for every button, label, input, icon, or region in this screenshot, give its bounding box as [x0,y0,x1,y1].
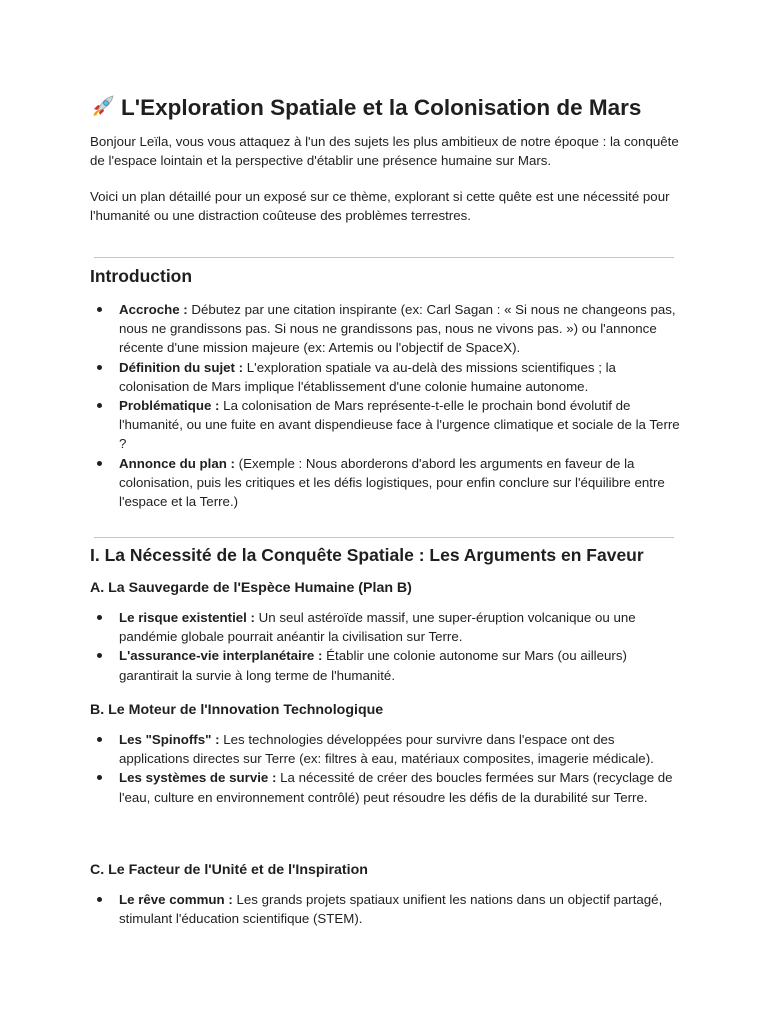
item-label: L'assurance-vie interplanétaire : [119,648,323,664]
subsection-heading: A. La Sauvegarde de l'Espèce Humaine (Plan B) [90,580,412,596]
bullet [97,461,102,466]
intro-paragraph: Voici un plan détaillé pour un exposé sur ce thème, explorant si cette quête est une nécessité pour l'humanité ou une distraction coûteuse des problèmes terrestres. [90,189,670,223]
list-item [94,608,684,646]
subsection-list [94,890,684,928]
item-text: La nécessité de créer des boucles fermées sur Mars (recyclage de l'eau, culture en environnement contrôlé) peut résoudre les défis de la durabilité sur Terre. [119,770,673,805]
item-text: L'exploration spatiale va au-delà des missions scientifiques ; la colonisation de Mars implique l'établissement d'une colonie humaine autonome. [119,359,616,394]
list-item [94,646,684,684]
item-label: Le rêve commun : [119,892,233,907]
section-heading-part1: I. La Nécessité de la Conquête Spatiale : Les Arguments en Faveur [90,545,644,565]
rocket-icon [90,93,116,119]
divider [94,257,674,258]
list-item [94,300,684,358]
subsection-heading: C. Le Facteur de l'Unité et de l'Inspiration [90,862,368,878]
list-item [94,454,684,512]
bullet [97,365,102,370]
divider [94,537,674,538]
subsection-list [94,730,684,807]
subsection-list [94,608,684,685]
section-heading-introduction: Introduction [90,266,193,286]
item-text: Débutez par une citation inspirante (ex: Carl Sagan : « Si nous ne changeons pas, nous ne grandissons pas. Si nous ne grandissons pas, nous ne vivons pas. ») ou l'annonce récente d'une mission majeure (ex: Artemis ou l'objectif de SpaceX). [119,302,676,356]
item-label: Annonce du plan : [119,455,235,471]
item-label: Définition du sujet : [119,359,244,375]
item-text: Les grands projets spatiaux unifient les nations dans un objectif partagé, stimulant l'éducation scientifique (STEM). [119,892,663,927]
list-item [94,396,684,454]
item-text: Les technologies développées pour survivre dans l'espace ont des applications directes sur Terre (ex: filtres à eau, matériaux composites, imagerie médicale). [119,732,654,767]
bullet [97,775,102,780]
item-label: Les "Spinoffs" : [119,732,220,747]
bullet [97,737,102,742]
item-label: Les systèmes de survie : [119,770,277,786]
bullet [97,897,102,902]
list-item [94,730,684,768]
list-item [94,358,684,396]
list-item [94,890,684,928]
title-text: L'Exploration Spatiale et la Colonisation de Mars [121,95,642,120]
item-label: Problématique : [119,398,220,414]
item-label: Accroche : [119,302,188,317]
item-text: La colonisation de Mars représente-t-elle le prochain bond évolutif de l'humanité, ou une fuite en avant dispendieuse face à l'urgence climatique et sociale de la Terre ? [119,398,680,452]
item-text: (Exemple : Nous aborderons d'abord les arguments en faveur de la colonisation, puis les critiques et les défis logistiques, pour enfin conclure sur l'équilibre entre l'espace et la Terre.) [119,455,665,510]
introduction-list [94,300,684,511]
bullet [97,615,102,620]
bullet [97,307,102,312]
page-title [90,93,641,121]
bullet [97,403,102,408]
item-text: Établir une colonie autonome sur Mars (ou ailleurs) garantirait la survie à long terme de l'humanité. [119,648,627,683]
subsection-heading: B. Le Moteur de l'Innovation Technologique [90,702,384,718]
bullet [97,653,102,658]
intro-paragraph: Bonjour Leïla, vous vous attaquez à l'un des sujets les plus ambitieux de notre époque : la conquête de l'espace lointain et la perspective d'établir une présence humaine sur Mars. [90,134,679,168]
list-item [94,768,684,806]
item-text: Un seul astéroïde massif, une super-éruption volcanique ou une pandémie globale pourrait anéantir la civilisation sur Terre. [119,610,636,645]
item-label: Le risque existentiel : [119,610,255,625]
